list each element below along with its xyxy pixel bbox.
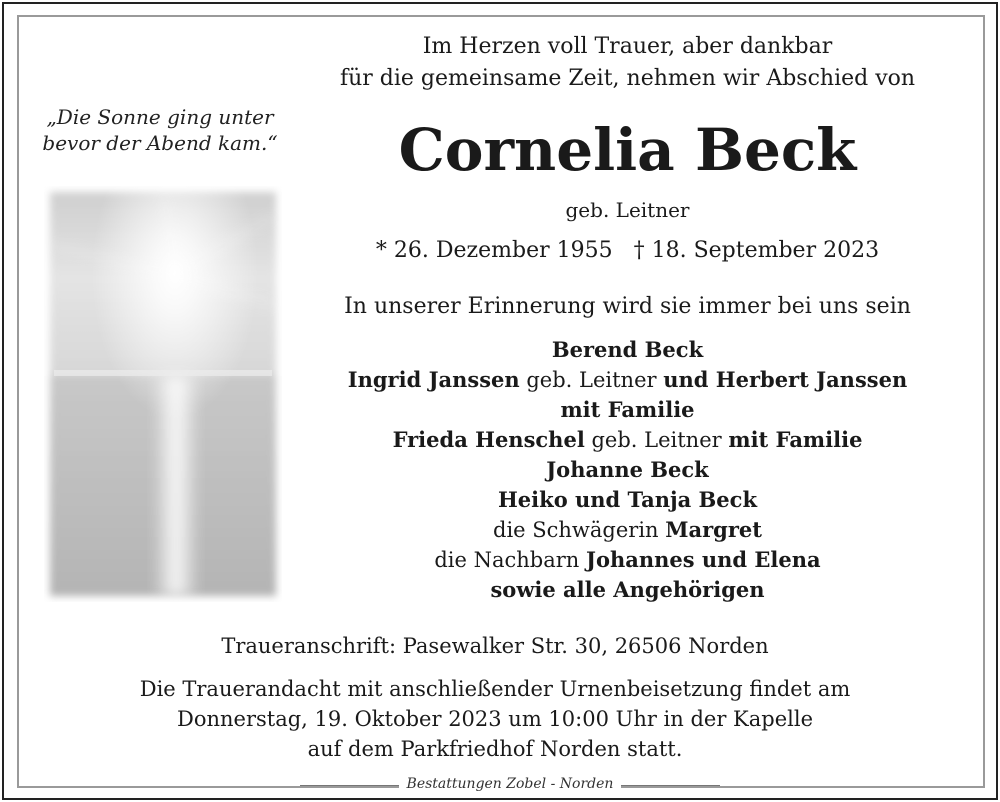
ceremony-line: Die Trauerandacht mit anschließender Urnenbeisetzung findet am [139, 677, 851, 701]
life-dates [300, 238, 955, 263]
sunset-sea-image [44, 186, 282, 602]
intro-line: für die gemeinsame Zeit, nehmen wir Abschied von [339, 66, 916, 91]
quote-line: bevor der Abend kam.“ [42, 131, 278, 155]
sunset-sea-icon [44, 186, 282, 602]
intro-line: Im Herzen voll Trauer, aber dankbar [422, 34, 833, 59]
family-line: Johanne Beck [546, 457, 709, 482]
maiden-name: geb. Leitner [565, 198, 690, 222]
ceremony-line: Donnerstag, 19. Oktober 2023 um 10:00 Uhr in der Kapelle [176, 707, 813, 731]
death-date: † 18. September 2023 [633, 238, 880, 263]
family-line: Ingrid Janssen geb. Leitner und Herbert Janssen [347, 367, 908, 392]
family-line: sowie alle Angehörigen [490, 577, 765, 602]
ceremony-line: auf dem Parkfriedhof Norden statt. [307, 737, 683, 761]
funeral-home-name: Bestattungen Zobel - Norden [399, 776, 622, 792]
quote-line: „Die Sonne ging unter [46, 105, 274, 129]
memory-line: In unserer Erinnerung wird sie immer bei uns sein [344, 294, 911, 319]
mourning-address: Traueranschrift: Pasewalker Str. 30, 26506 Norden [221, 634, 769, 658]
family-line: Frieda Henschel geb. Leitner mit Familie [392, 427, 863, 452]
family-line: Berend Beck [551, 337, 704, 362]
family-line: Heiko und Tanja Beck [497, 487, 758, 512]
funeral-home-footer [300, 774, 720, 798]
family-line: die Schwägerin Margret [493, 517, 762, 542]
family-line: die Nachbarn Johannes und Elena [434, 547, 821, 572]
deceased-name: Cornelia Beck [398, 116, 857, 184]
birth-date: * 26. Dezember 1955 [375, 238, 613, 263]
quote-block [20, 104, 300, 156]
family-line: mit Familie [560, 397, 695, 422]
